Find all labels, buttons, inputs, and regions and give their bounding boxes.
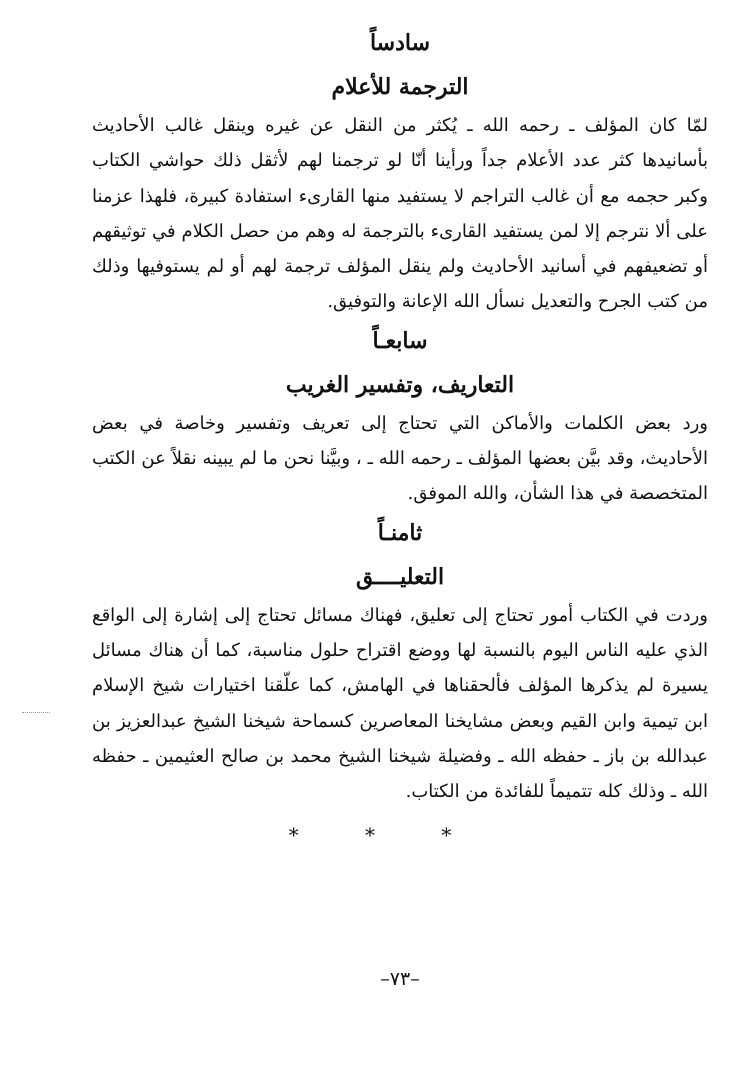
section-6-title: الترجمة للأعلام: [331, 74, 469, 100]
section-7-number: سابعـاً: [372, 327, 428, 354]
section-8-title: التعليــــق: [355, 563, 445, 590]
section-7-paragraph: ورد بعض الكلمات والأماكن التي تحتاج إلى تعريف وتفسير وخاصة في بعض الأحاديث، وقد بيَّن بعضها المؤلف ـ رحمه الله ـ ، وبيَّنا نحن ما لم يبينه نقلاً عن الكتب المتخصصة في هذا الشأن، والله الموفق.: [92, 412, 708, 505]
page-body: [92, 22, 708, 847]
section-7-title: التعاريف، وتفسير الغريب: [285, 371, 515, 398]
page-number: –٧٣–: [380, 968, 420, 990]
section-6-number: سادساً: [369, 30, 431, 56]
section-8-paragraph: وردت في الكتاب أمور تحتاج إلى تعليق، فهناك مسائل تحتاج إلى إشارة إلى الواقع الذي عليه الناس اليوم بالنسبة لها ووضع اقتراح حلول مناسبة، كما أن هناك مسائل يسيرة لم يذكرها المؤلف فألحقناها في الهامش، كما علّقنا اختيارات شيخ الإسلام ابن تيمية وابن القيم وبعض مشايخنا المعاصرين كسماحة شيخنا الشيخ عبدالعزيز بن عبدالله بن باز ـ حفظه الله ـ وفضيلة شيخنا الشيخ محمد بن صالح العثيمين ـ حفظه الله ـ وذلك كله تتميماً للفائدة من الكتاب.: [92, 604, 709, 803]
margin-dotted-mark: [22, 712, 50, 713]
section-8-number: ثامنـاً: [377, 519, 423, 546]
section-6-paragraph: لمّا كان المؤلف ـ رحمه الله ـ يُكثر من النقل عن غيره وينقل غالب الأحاديث بأسانيدها كثر عدد الأعلام جداً ورأينا أنّا لو ترجمنا لهم لأثقل ذلك حواشي الكتاب وكبر حجمه مع أن غالب التراجم لا يستفيد منها القارىء استفادة كبيرة، فلهذا عزمنا على ألا نترجم إلا لمن يستفيد القارىء بالترجمة له وهم من حصل الكلام في توثيقهم أو تضعيفهم في أسانيد الأحاديث ولم ينقل المؤلف ترجمة لهم أو لم يستوفيها وذلك من كتب الجرح والتعديل نسأل الله الإعانة والتوفيق.: [92, 115, 708, 313]
section-separator: * * *: [288, 823, 482, 848]
